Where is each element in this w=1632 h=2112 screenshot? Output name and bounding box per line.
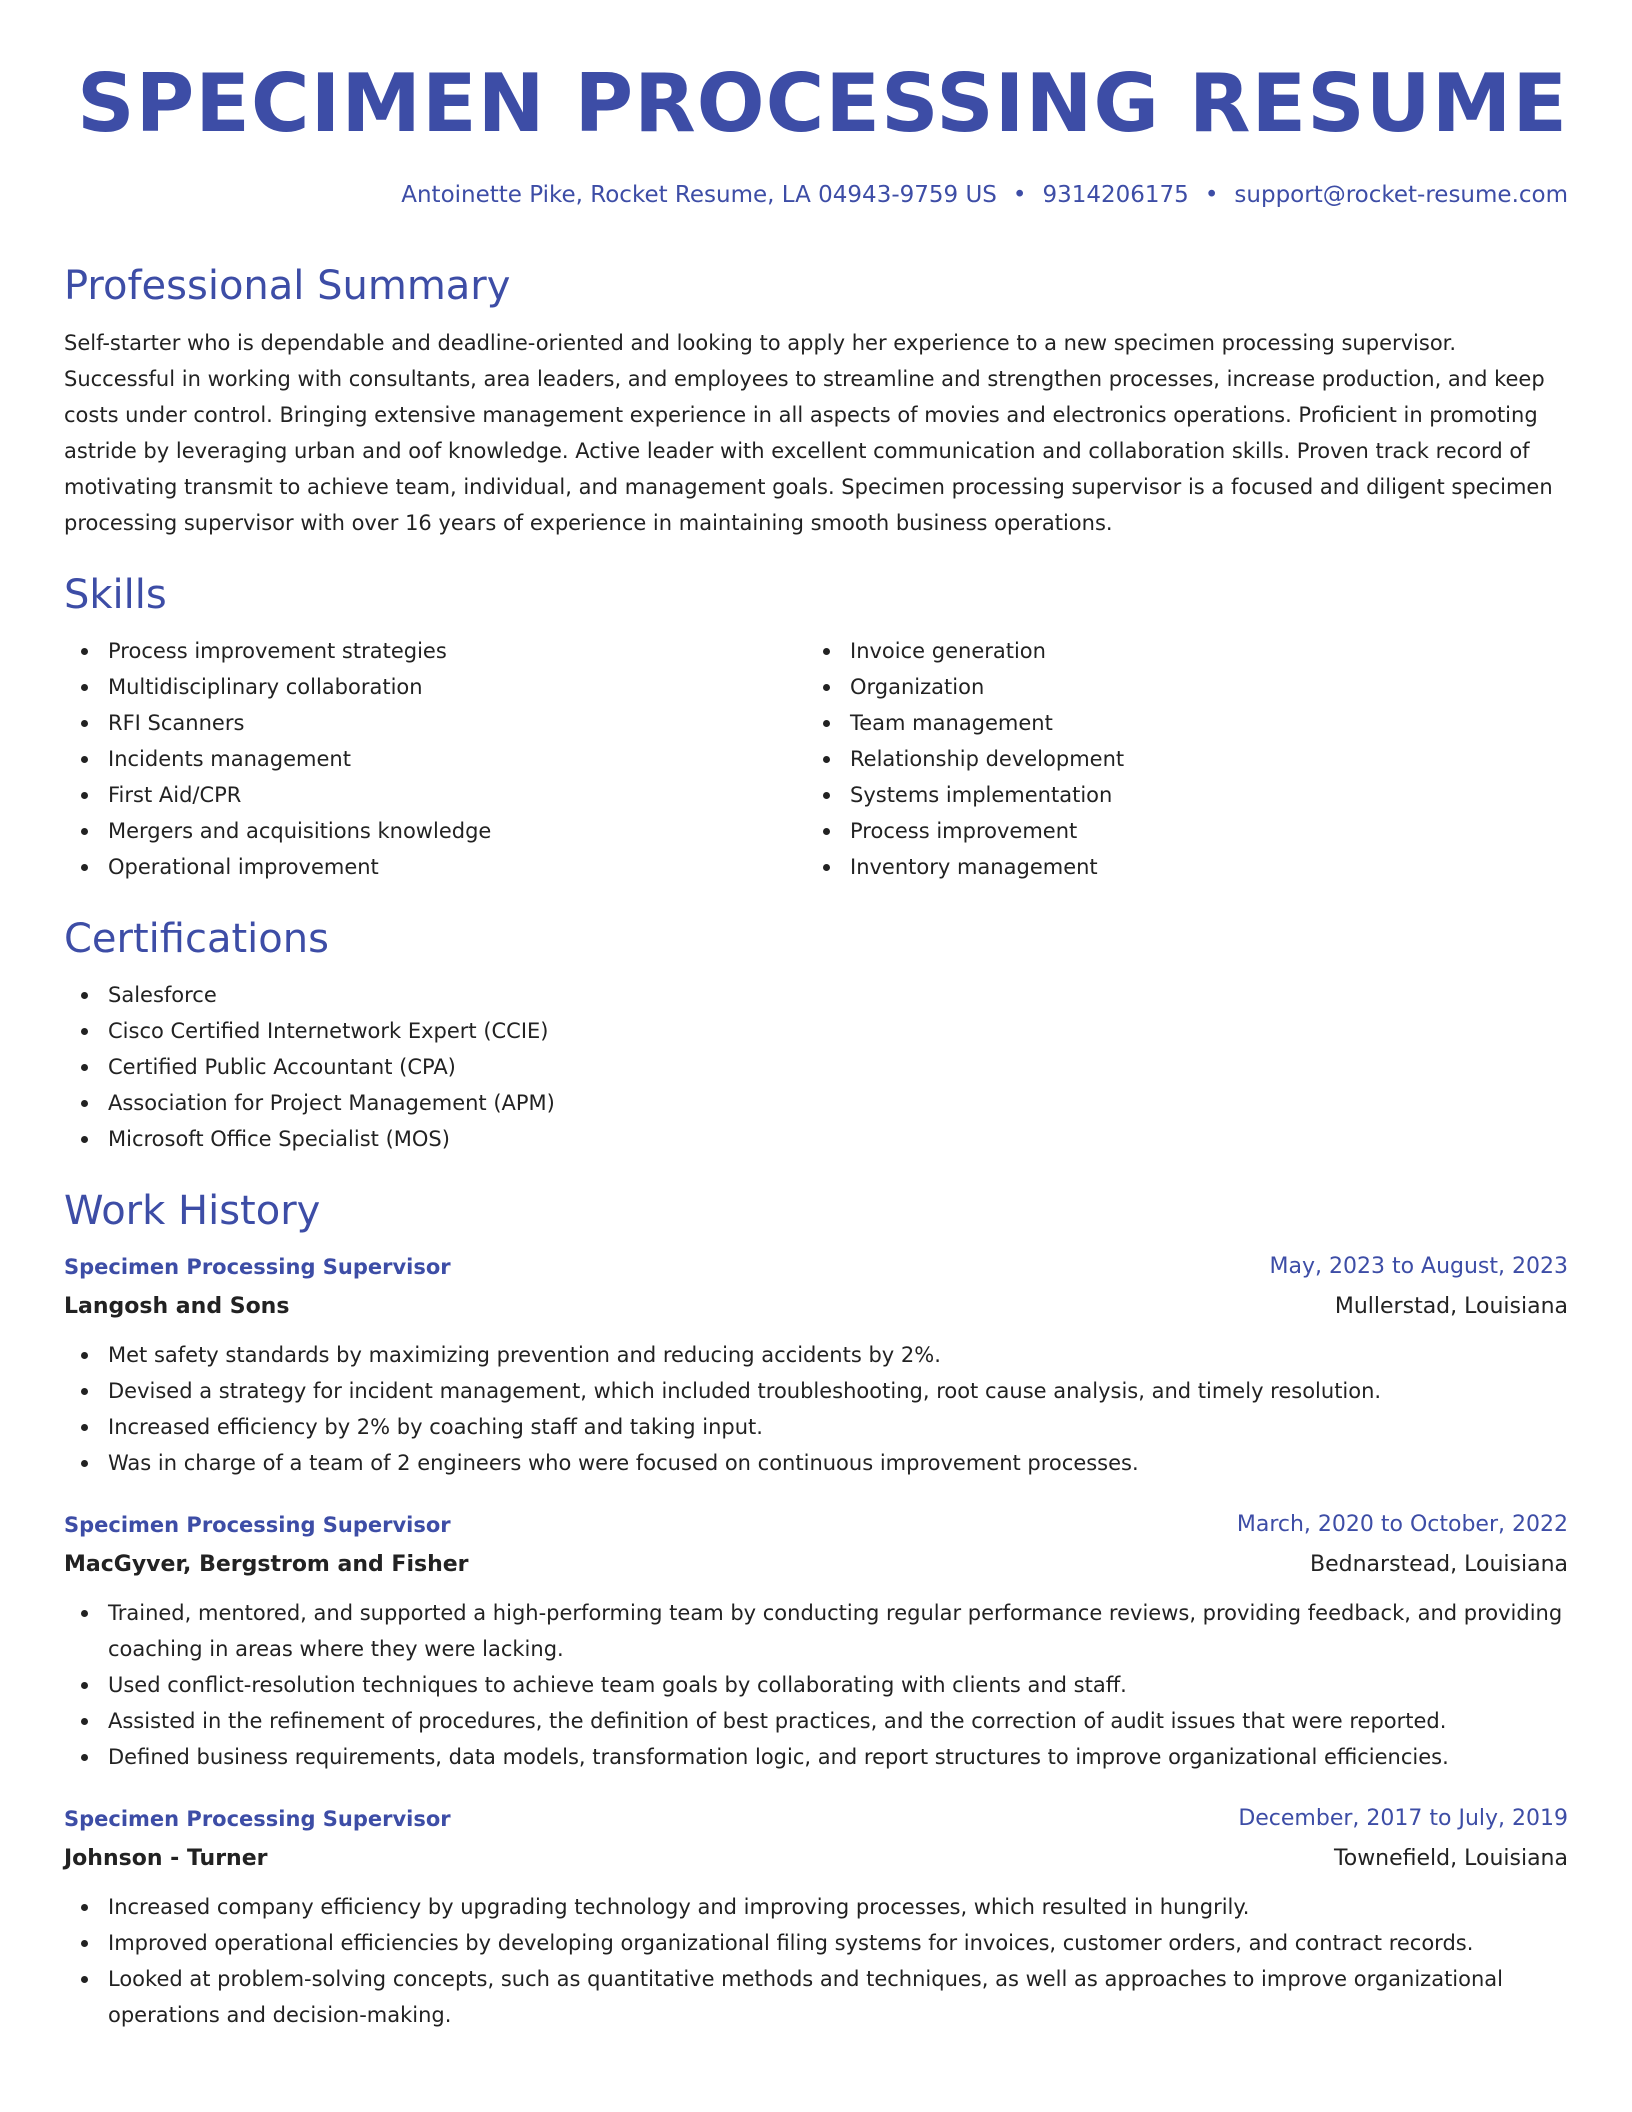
contact-phone[interactable]: 9314206175 (1042, 182, 1189, 208)
job-bullet: Increased company efficiency by upgrading technology and improving processes, which resulted in hungrily. (64, 1889, 1568, 1925)
skills-grid (64, 633, 1568, 885)
job-company-row (64, 1287, 1568, 1327)
contact-separator: • (1012, 182, 1027, 208)
skill-item: RFI Scanners (64, 705, 806, 741)
certification-item: Cisco Certified Internetwork Expert (CCIE) (64, 1013, 1568, 1049)
certification-item: Microsoft Office Specialist (MOS) (64, 1121, 1568, 1157)
job-header-row (64, 1505, 1568, 1545)
contact-separator: • (1204, 182, 1219, 208)
job-bullets (64, 1889, 1568, 2033)
job-bullets (64, 1595, 1568, 1775)
job-bullet: Used conflict-resolution techniques to achieve team goals by collaborating with clients and staff. (64, 1667, 1568, 1703)
job-bullet: Trained, mentored, and supported a high-performing team by conducting regular performance reviews, providing feedback, and providing coaching in areas where they were lacking. (64, 1595, 1568, 1667)
skill-item: Relationship development (806, 741, 1548, 777)
skill-item: Systems implementation (806, 777, 1548, 813)
skills-list-right (806, 633, 1548, 885)
skill-item: Invoice generation (806, 633, 1548, 669)
skill-item: First Aid/CPR (64, 777, 806, 813)
resume-title: SPECIMEN PROCESSING RESUME (77, 57, 1568, 150)
job-bullet: Defined business requirements, data models, transformation logic, and report structures to improve organizational efficiencies. (64, 1739, 1568, 1775)
job-header-row (64, 1799, 1568, 1839)
job-bullet: Devised a strategy for incident management, which included troubleshooting, root cause analysis, and timely resolution. (64, 1373, 1568, 1409)
job-dates: December, 2017 to July, 2019 (1238, 1806, 1568, 1831)
job-company-row (64, 1545, 1568, 1585)
job-location: Bednarstead, Louisiana (1310, 1552, 1568, 1577)
skill-item: Multidisciplinary collaboration (64, 669, 806, 705)
job-company-row (64, 1839, 1568, 1879)
job-bullet: Increased efficiency by 2% by coaching staff and taking input. (64, 1409, 1568, 1445)
job-company: Johnson - Turner (64, 1846, 268, 1871)
certifications-heading: Certifications (64, 916, 329, 962)
summary-heading: Professional Summary (64, 263, 511, 309)
job-location: Mullerstad, Louisiana (1334, 1294, 1568, 1319)
job-bullet: Was in charge of a team of 2 engineers who were focused on continuous improvement processes. (64, 1445, 1568, 1481)
skill-item: Inventory management (806, 849, 1548, 885)
job-title: Specimen Processing Supervisor (64, 1807, 451, 1831)
contact-address: Antoinette Pike, Rocket Resume, LA 04943-9759 US (401, 182, 997, 208)
job-bullet: Met safety standards by maximizing prevention and reducing accidents by 2%. (64, 1337, 1568, 1373)
skill-item: Organization (806, 669, 1548, 705)
certification-item: Certified Public Accountant (CPA) (64, 1049, 1568, 1085)
certification-item: Salesforce (64, 977, 1568, 1013)
job-dates: March, 2020 to October, 2022 (1236, 1512, 1568, 1537)
resume-content (64, 52, 1568, 2033)
skill-item: Operational improvement (64, 849, 806, 885)
job-bullet: Looked at problem-solving concepts, such as quantitative methods and techniques, as well as approaches to improve organizational operations and decision-making. (64, 1961, 1568, 2033)
skills-heading: Skills (64, 572, 167, 618)
skill-item: Mergers and acquisitions knowledge (64, 813, 806, 849)
job-dates: May, 2023 to August, 2023 (1269, 1254, 1568, 1279)
skill-item: Incidents management (64, 741, 806, 777)
skill-item: Process improvement strategies (64, 633, 806, 669)
certifications-list (64, 977, 1568, 1157)
skill-item: Team management (806, 705, 1548, 741)
contact-line (64, 179, 1568, 211)
job-entry (64, 1247, 1568, 1481)
job-bullet: Improved operational efficiencies by developing organizational filing systems for invoices, customer orders, and contract records. (64, 1925, 1568, 1961)
job-bullet: Assisted in the refinement of procedures, the definition of best practices, and the correction of audit issues that were reported. (64, 1703, 1568, 1739)
job-location: Townefield, Louisiana (1334, 1846, 1568, 1871)
summary-text: Self-starter who is dependable and deadline-oriented and looking to apply her experience to a new specimen processing supervisor. Successful in working with consultants, area leaders, and employees to streamline and strengthen processes, increase production, and keep costs under control. Bringing extensive management experience in all aspects of movies and electronics operations. Proficient in promoting astride by leveraging urban and oof knowledge. Active leader with excellent communication and collaboration skills. Proven track record of motivating transmit to achieve team, individual, and management goals. Specimen processing supervisor is a focused and diligent specimen processing supervisor with over 16 years of experience in maintaining smooth business operations. (64, 331, 1553, 535)
skill-item: Process improvement (806, 813, 1548, 849)
job-company: Langosh and Sons (64, 1294, 290, 1319)
job-title: Specimen Processing Supervisor (64, 1513, 451, 1537)
job-header-row (64, 1247, 1568, 1287)
job-entry (64, 1505, 1568, 1775)
certification-item: Association for Project Management (APM) (64, 1085, 1568, 1121)
work-history-heading: Work History (64, 1188, 321, 1234)
job-entry (64, 1799, 1568, 2033)
job-company: MacGyver, Bergstrom and Fisher (64, 1552, 469, 1577)
skills-list-left (64, 633, 806, 885)
contact-email[interactable]: support@rocket-resume.com (1234, 182, 1568, 208)
job-bullets (64, 1337, 1568, 1481)
job-title: Specimen Processing Supervisor (64, 1255, 451, 1279)
